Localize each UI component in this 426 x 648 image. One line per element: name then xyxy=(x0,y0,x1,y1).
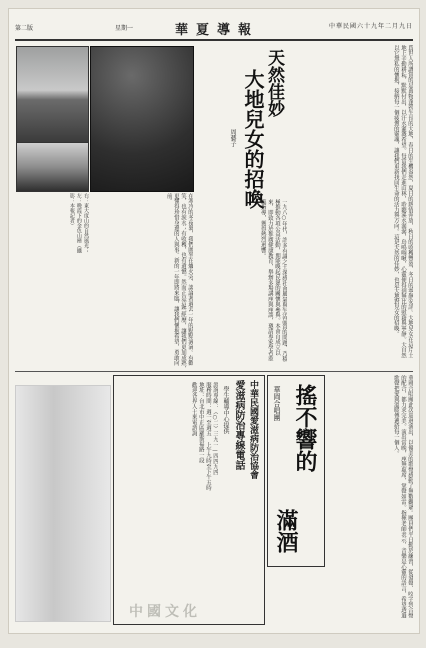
page-number: 第二版 xyxy=(15,25,34,32)
aids-hotline-notice xyxy=(113,375,265,625)
article2-body: 在寒冷的冬夜裏，我們圍坐在爐火旁，談論著過去一年的點點滴滴。有歡笑，也有淚水；有收穫，也有遺憾。然而正是這些經歷，讓我們更加成熟，更懂得珍惜身邊的人與事。新的一年即將來臨，讓我們懷抱希望，勇敢向前。 xyxy=(165,193,193,372)
notice-provider: 學生輔導中心提供 xyxy=(222,386,229,434)
photo-caption: 右：東大度山的自然風光；左：晚霞下的金色山巒（攝影：本報記者） xyxy=(68,193,89,253)
article1-title-b: 大地兒女的招喚 xyxy=(241,69,265,209)
notice-item-list xyxy=(118,382,218,618)
notice-subtitle: 愛滋病防治專線電話 xyxy=(233,380,244,470)
night-sky-photo xyxy=(90,46,194,192)
issue-date: 中華民國六十九年二月九日 xyxy=(328,23,413,30)
weekday: 星期一 xyxy=(115,25,134,32)
notice-item: 歡迎各界人士來電諮詢 xyxy=(190,382,197,436)
notice-item: 服務時間：週一至週五 上午九時至下午五時 xyxy=(204,382,211,491)
notice-item: 地址：台北市中正區羅斯福路一段 xyxy=(197,382,204,463)
masthead-bar xyxy=(15,19,413,41)
article3-title-a: 搖不響的 xyxy=(292,384,318,472)
article3-tag: 華岡合唱團 xyxy=(273,386,281,421)
section-divider xyxy=(15,371,413,372)
article1-body-cont: 一九八○年代，許多有識之士深感社會風氣與生活品質的問題，乃積極推動各項公益活動，期能喚起民眾的關懷與參與。本會自成立以來，即致力於推廣健康教育，舉辦多場講座與座談，邀請專家學者蒞臨指導，獲得熱烈迴響。 xyxy=(259,199,287,362)
archive-watermark: 中國文化 xyxy=(129,604,201,620)
notice-title: 中華民國愛滋病防治協會 xyxy=(248,380,258,479)
article1-title-a: 天然佳妙 xyxy=(264,49,284,117)
newspaper-page xyxy=(8,8,420,634)
notice-item: 諮詢專線：（○二）三九一—四四九四 xyxy=(212,382,218,475)
article1-byline: 周藝子 xyxy=(229,129,236,147)
masthead-title: 華夏導報 xyxy=(175,23,260,38)
mountain-photo xyxy=(16,46,89,144)
article3-body: 華岡合唱團此次巡迴演出，以優美的歌聲感動了無數觀眾。團員們平日勤於練習，從發聲、咬字到合聲的配合，都力求完美。演出當晚，座無虛席，掌聲如雷。指揮老師表示，音樂是心靈的語言，希望透過歌聲把愛與溫暖傳遞給每一個人。 xyxy=(392,375,413,618)
building-photo xyxy=(16,142,89,192)
article1-body: 爲世人所讚賞的是萬物蓬勃生長的大地，春日的生機盎然，夏日的熱情奔放，秋日的收穫豐盈，冬日的寧靜安詳。大地兒女在這片土地上辛勤耕耘，默默付出，以汗水灌溉希望。每當我們走進山林，聆聽溪水潺潺，鳥鳴啁啾，心靈便得到無比的慰藉與寧靜。大自然以它無私的懷抱，接納每一個疲憊的靈魂，讓我們重新找回生命的活力與方向。這是天然的佳妙，也是大地對兒女的招喚。 xyxy=(392,45,413,359)
article3-title-b: 滿酒 xyxy=(273,509,299,553)
chorus-photo xyxy=(15,385,111,622)
